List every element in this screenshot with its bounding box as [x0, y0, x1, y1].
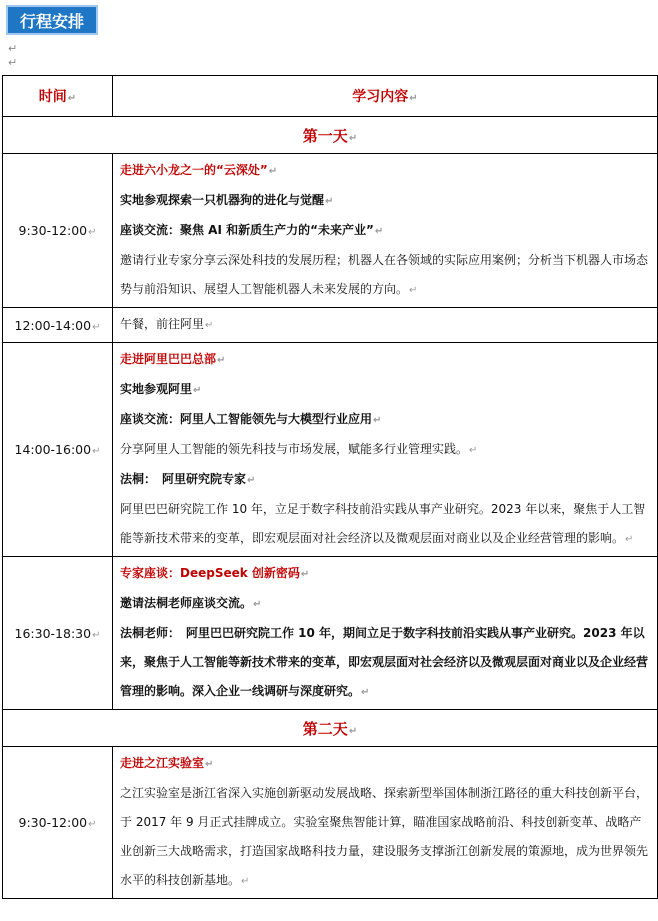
cell-mark-icon: ↵	[205, 759, 214, 770]
session-title: 专家座谈：DeepSeek 创新密码↵	[120, 566, 310, 580]
session-line: 邀请行业专家分享云深处科技的发展历程；机器人在各领域的实际应用案例；分析当下机器人市场态势与前沿知识、展望人工智能机器人未来发展的方向。↵	[120, 253, 649, 296]
session-content	[113, 343, 658, 557]
session-row	[3, 747, 658, 899]
day-label: 第一天↵	[3, 117, 658, 154]
session-line: 邀请法桐老师座谈交流。↵	[120, 596, 262, 610]
session-line: 实地参观阿里↵	[120, 382, 202, 396]
session-row	[3, 154, 658, 308]
header-content: 学习内容↵	[113, 76, 658, 117]
session-row	[3, 308, 658, 343]
session-line: 午餐，前往阿里↵	[120, 317, 214, 331]
cell-mark-icon: ↵	[348, 725, 358, 737]
cell-mark-icon: ↵	[205, 320, 214, 331]
cell-mark-icon: ↵	[348, 132, 358, 144]
cell-mark-icon: ↵	[217, 355, 226, 366]
cell-mark-icon: ↵	[268, 166, 278, 177]
session-time: 16:30-18:30↵	[3, 557, 113, 710]
session-line: 之江实验室是浙江省深入实施创新驱动发展战略、探索新型举国体制浙江路径的重大科技创新平台，于 2017 年 9 月正式挂牌成立。实验室聚焦智能计算，瞄准国家战略前沿、科技创新变革、战略产业创新三大战略需求，打造国家战略科技力量，建设服务支撑浙江创新发展的策源地，成为世界领先水平的科技创新基地。↵	[120, 786, 649, 887]
schedule-table	[2, 75, 658, 899]
cell-mark-icon: ↵	[300, 569, 310, 580]
cell-mark-icon: ↵	[373, 415, 382, 426]
session-line: 座谈交流：聚焦 AI 和新质生产力的“未来产业”↵	[120, 223, 384, 237]
cell-mark-icon: ↵	[409, 93, 418, 104]
session-row	[3, 557, 658, 710]
cell-mark-icon: ↵	[469, 445, 478, 456]
day-row	[3, 710, 658, 747]
session-line: 实地参观探索一只机器狗的进化与觉醒↵	[120, 193, 334, 207]
session-time: 14:00-16:00↵	[3, 343, 113, 557]
session-line: 座谈交流：阿里人工智能领先与大模型行业应用↵	[120, 412, 382, 426]
session-row	[3, 343, 658, 557]
day-row	[3, 117, 658, 154]
session-time: 9:30-12:00↵	[3, 747, 113, 899]
session-content	[113, 747, 658, 899]
cell-mark-icon: ↵	[88, 227, 97, 238]
cell-mark-icon: ↵	[374, 226, 384, 237]
session-content	[113, 308, 658, 343]
session-line: 法桐老师： 阿里巴巴研究院工作 10 年，期间立足于数字科技前沿实践从事产业研究。2023 年以来，聚焦于人工智能等新技术带来的变革，即宏观层面对社会经济以及微观层面对商业以及企业经营管理的影响。深入企业一线调研与深度研究。↵	[120, 626, 649, 698]
cell-mark-icon: ↵	[325, 196, 334, 207]
table-header-row	[3, 76, 658, 117]
section-heading: 行程安排	[6, 5, 98, 35]
paragraph-mark-icon: ↵	[8, 42, 18, 55]
cell-mark-icon: ↵	[92, 629, 101, 641]
session-line: 法桐： 阿里研究院专家↵	[120, 472, 256, 486]
paragraph-mark-icon: ↵	[8, 56, 18, 69]
session-line: 阿里巴巴研究院工作 10 年，立足于数字科技前沿实践从事产业研究。2023 年以来，聚焦于人工智能等新技术带来的变革，即宏观层面对社会经济以及微观层面对商业以及企业经营管理的影响。↵	[120, 502, 646, 545]
session-title: 走进之江实验室↵	[120, 756, 214, 770]
cell-mark-icon: ↵	[92, 321, 101, 333]
cell-mark-icon: ↵	[92, 446, 101, 457]
session-content	[113, 154, 658, 308]
cell-mark-icon: ↵	[193, 385, 202, 396]
session-line: 分享阿里人工智能的领先科技与市场发展，赋能多行业管理实践。↵	[120, 442, 478, 456]
cell-mark-icon: ↵	[253, 599, 262, 610]
cell-mark-icon: ↵	[361, 687, 370, 698]
header-time: 时间↵	[3, 76, 113, 117]
session-time: 9:30-12:00↵	[3, 154, 113, 308]
session-title: 走进阿里巴巴总部↵	[120, 352, 226, 366]
cell-mark-icon: ↵	[625, 534, 634, 545]
session-time: 12:00-14:00↵	[3, 308, 113, 343]
day-label: 第二天↵	[3, 710, 658, 747]
session-content	[113, 557, 658, 710]
cell-mark-icon: ↵	[88, 819, 97, 830]
cell-mark-icon: ↵	[247, 475, 256, 486]
cell-mark-icon: ↵	[409, 285, 418, 296]
session-title: 走进六小龙之一的“云深处”↵	[120, 163, 278, 177]
cell-mark-icon: ↵	[67, 93, 77, 104]
cell-mark-icon: ↵	[241, 876, 250, 887]
